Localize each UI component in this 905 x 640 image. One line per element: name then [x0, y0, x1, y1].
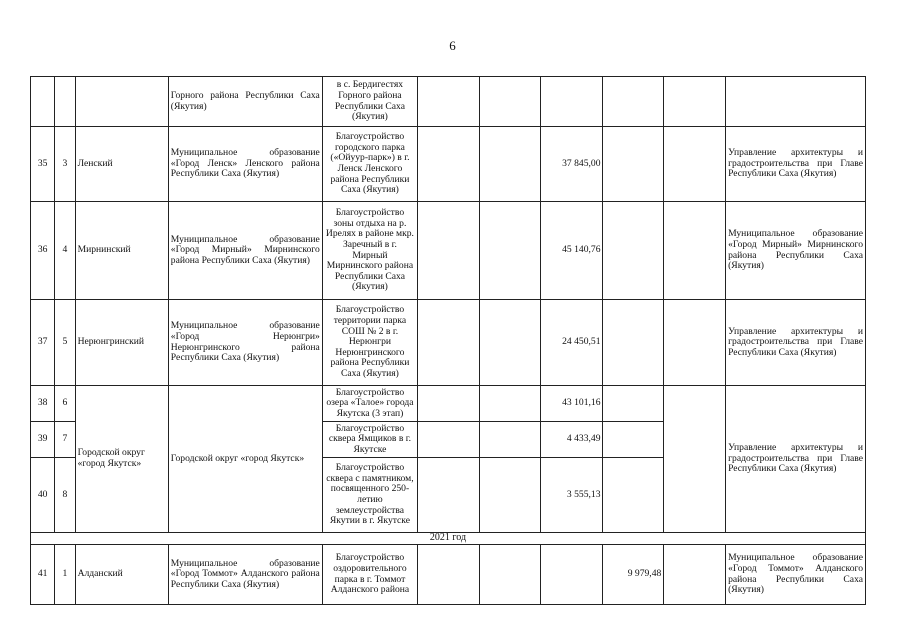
cell-district: Мирнинский: [75, 202, 168, 300]
cell-district: Городской округ «город Якутск»: [75, 386, 168, 533]
cell-col6: [418, 300, 480, 386]
page-number: 6: [449, 38, 456, 53]
cell-amount: 4 433,49: [540, 422, 603, 458]
cell-col7: [479, 386, 540, 422]
table-row: [31, 202, 866, 300]
cell-object: Благоустройство зоны отдыха на р. Ирелях в районе мкр. Заречный в г. Мирный Мирнинского района Республики Саха (Якутия): [322, 202, 417, 300]
cell-customer: Управление архитектуры и градостроительства при Главе Республики Саха (Якутия): [726, 127, 866, 202]
cell-number: 36: [31, 202, 55, 300]
cell-col7: [479, 300, 540, 386]
cell-amount-2021: [603, 127, 664, 202]
cell-object: Благоустройство территории парка СОШ № 2 в г. Нерюнгри Нерюнгринского района Республики Саха (Якутия): [322, 300, 417, 386]
cell-object: Благоустройство сквера Ямщиков в г. Якутске: [322, 422, 417, 458]
cell-col6: [418, 77, 480, 127]
cell-municipality: Городской округ «город Якутск»: [168, 386, 322, 533]
table-row: [31, 127, 866, 202]
cell-subnumber: 7: [55, 422, 75, 458]
cell-amount-2021: [603, 300, 664, 386]
table-row: [31, 77, 866, 127]
cell-col7: [479, 127, 540, 202]
cell-number: 39: [31, 422, 55, 458]
cell-amount: 37 845,00: [540, 127, 603, 202]
cell-district: Ленский: [75, 127, 168, 202]
cell-amount: [540, 77, 603, 127]
cell-col7: [479, 77, 540, 127]
cell-number: 38: [31, 386, 55, 422]
cell-subnumber: 6: [55, 386, 75, 422]
cell-col10: [664, 386, 726, 533]
year-heading-row: [31, 533, 866, 545]
cell-subnumber: 1: [55, 545, 75, 605]
cell-district: Алданский: [75, 545, 168, 605]
cell-customer: Муниципальное образование «Город Мирный» Мирнинского района Республики Саха (Якутия): [726, 202, 866, 300]
table-row: [31, 300, 866, 386]
cell-municipality: Муниципальное образование «Город Томмот» Алданского района Республики Саха (Якутия): [168, 545, 322, 605]
cell-subnumber: 8: [55, 458, 75, 533]
cell-object: Благоустройство озера «Талое» города Якутска (3 этап): [322, 386, 417, 422]
cell-amount-2021: 9 979,48: [603, 545, 664, 605]
cell-col7: [479, 458, 540, 533]
cell-object: Благоустройство сквера с памятником, посвященного 250-летию землеустройства Якутии в г. Якутске: [322, 458, 417, 533]
table-row: [31, 545, 866, 605]
cell-amount: 3 555,13: [540, 458, 603, 533]
cell-col10: [664, 127, 726, 202]
cell-subnumber: [55, 77, 75, 127]
cell-amount-2021: [603, 202, 664, 300]
cell-customer: Управление архитектуры и градостроительства при Главе Республики Саха (Якутия): [726, 386, 866, 533]
cell-number: 35: [31, 127, 55, 202]
cell-col6: [418, 386, 480, 422]
cell-customer: Муниципальное образование «Город Томмот» Алданского района Республики Саха (Якутия): [726, 545, 866, 605]
cell-col6: [418, 202, 480, 300]
table-row: [31, 386, 866, 422]
registry-table: [30, 76, 866, 605]
cell-col6: [418, 127, 480, 202]
cell-amount-2021: [603, 386, 664, 422]
cell-amount: 45 140,76: [540, 202, 603, 300]
cell-col6: [418, 545, 480, 605]
cell-amount-2021: [603, 422, 664, 458]
cell-amount: [540, 545, 603, 605]
cell-amount: 43 101,16: [540, 386, 603, 422]
cell-amount-2021: [603, 458, 664, 533]
cell-amount: 24 450,51: [540, 300, 603, 386]
cell-district: Нерюнгринский: [75, 300, 168, 386]
cell-municipality: Муниципальное образование «Город Мирный» Мирнинского района Республики Саха (Якутия): [168, 202, 322, 300]
cell-col10: [664, 77, 726, 127]
cell-object: в с. Бердигестях Горного района Республики Саха (Якутия): [322, 77, 417, 127]
cell-customer: [726, 77, 866, 127]
cell-col10: [664, 300, 726, 386]
cell-object: Благоустройство городского парка («Ойуур-парк») в г. Ленск Ленского района Республики Саха (Якутия): [322, 127, 417, 202]
cell-col6: [418, 458, 480, 533]
cell-municipality: Муниципальное образование «Город Нерюнгри» Нерюнгринского района Республики Саха (Якутия): [168, 300, 322, 386]
cell-customer: Управление архитектуры и градостроительства при Главе Республики Саха (Якутия): [726, 300, 866, 386]
cell-subnumber: 5: [55, 300, 75, 386]
cell-amount-2021: [603, 77, 664, 127]
cell-col7: [479, 545, 540, 605]
cell-object: Благоустройство оздоровительного парка в г. Томмот Алданского района: [322, 545, 417, 605]
cell-subnumber: 3: [55, 127, 75, 202]
cell-number: 37: [31, 300, 55, 386]
cell-district: [75, 77, 168, 127]
cell-number: 41: [31, 545, 55, 605]
cell-col6: [418, 422, 480, 458]
cell-municipality: Горного района Республики Саха (Якутия): [168, 77, 322, 127]
cell-number: [31, 77, 55, 127]
cell-number: 40: [31, 458, 55, 533]
cell-col7: [479, 202, 540, 300]
cell-col10: [664, 202, 726, 300]
cell-subnumber: 4: [55, 202, 75, 300]
cell-col10: [664, 545, 726, 605]
cell-col7: [479, 422, 540, 458]
cell-municipality: Муниципальное образование «Город Ленск» Ленского района Республики Саха (Якутия): [168, 127, 322, 202]
year-heading: 2021 год: [31, 533, 866, 545]
